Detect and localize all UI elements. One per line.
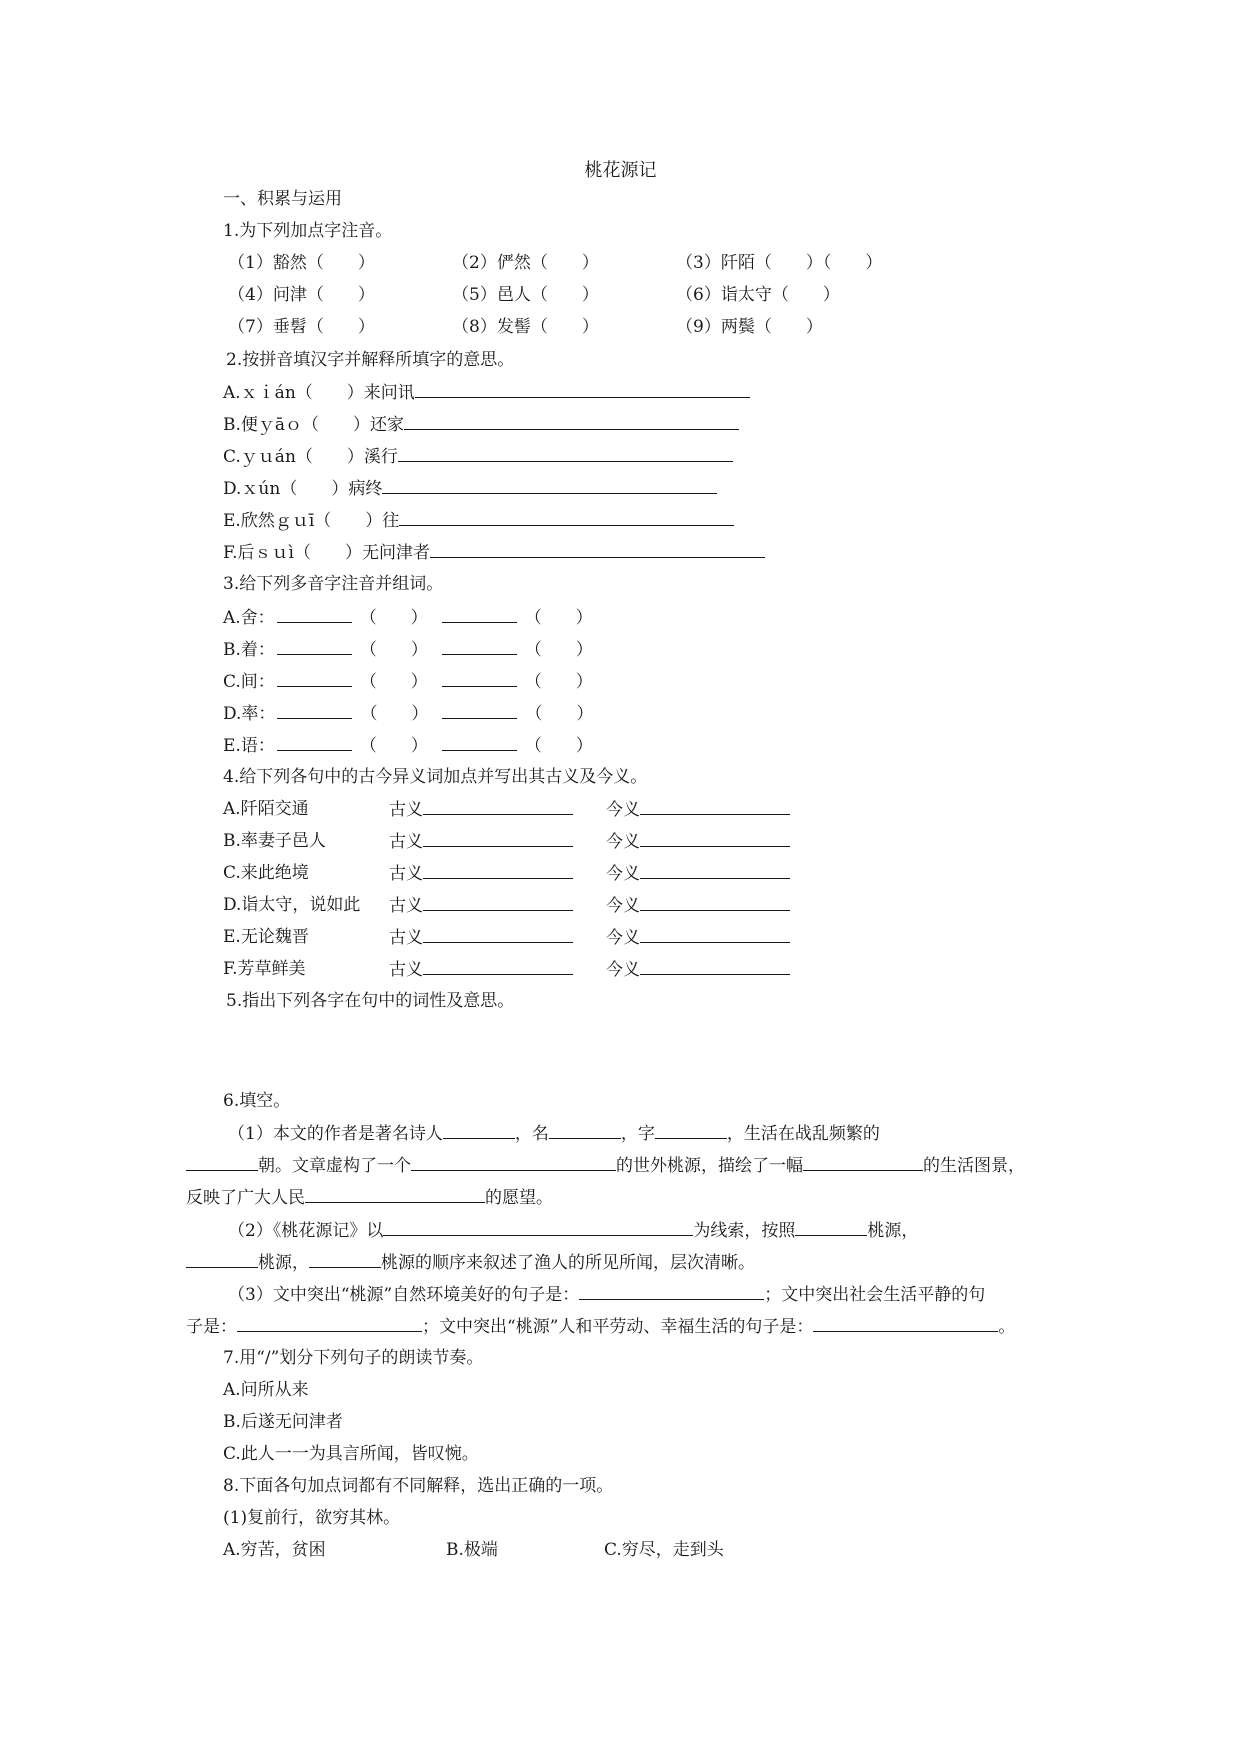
q7-item: C.此人一一为具言所闻，皆叹惋。 <box>223 1444 479 1464</box>
answer-blank[interactable] <box>404 413 739 430</box>
answer-blank[interactable] <box>442 734 517 751</box>
q4-item: A.阡陌交通 <box>223 799 309 819</box>
page-title: 桃花源记 <box>584 160 657 181</box>
question-1-title: 1.为下列加点字注音。 <box>223 221 393 241</box>
q4-jin-label: 今义 <box>606 832 640 852</box>
answer-blank[interactable] <box>383 1219 693 1236</box>
q4-gu-label: 古义 <box>389 896 423 916</box>
answer-blank[interactable] <box>549 1122 621 1139</box>
q6-line <box>228 1283 985 1306</box>
q4-jin <box>606 926 790 949</box>
q4-gu <box>389 798 573 821</box>
answer-blank[interactable] <box>442 702 517 719</box>
q4-item: F.芳草鲜美 <box>223 959 306 979</box>
q4-gu-label: 古义 <box>389 832 423 852</box>
answer-blank[interactable] <box>813 1315 998 1332</box>
q1-item: （8）发髻（ ） <box>452 317 599 337</box>
answer-blank[interactable] <box>579 1283 764 1300</box>
q8-option[interactable]: B.极端 <box>446 1540 498 1560</box>
q3-paren: （ ） <box>524 736 593 756</box>
q2-item-text: F.后ｓｕì（ ）无问津者 <box>223 543 430 563</box>
answer-blank[interactable] <box>803 1154 923 1171</box>
q4-item: D.诣太守，说如此 <box>223 895 361 915</box>
q3-item <box>223 638 593 661</box>
answer-blank[interactable] <box>442 606 517 623</box>
q4-jin <box>606 862 790 885</box>
answer-blank[interactable] <box>640 894 790 911</box>
q2-item <box>223 477 717 500</box>
answer-blank[interactable] <box>277 702 352 719</box>
q4-jin <box>606 830 790 853</box>
answer-blank[interactable] <box>423 862 573 879</box>
q2-item-text: E.欣然ｇｕī（ ）往 <box>223 511 400 531</box>
answer-blank[interactable] <box>411 1154 616 1171</box>
answer-blank[interactable] <box>309 1251 381 1268</box>
q6-text: 桃源的顺序来叙述了渔人的所见所闻，层次清晰。 <box>381 1253 755 1273</box>
answer-blank[interactable] <box>442 638 517 655</box>
q6-text: ，名 <box>514 1124 549 1144</box>
answer-blank[interactable] <box>640 798 790 815</box>
section-heading: 一、积累与运用 <box>223 189 342 209</box>
q6-line <box>228 1122 880 1145</box>
q6-text: ，生活在战乱频繁的 <box>726 1124 880 1144</box>
q3-paren: （ ） <box>359 672 428 692</box>
q6-text: 为线索，按照 <box>693 1221 796 1241</box>
q1-item: （7）垂髫（ ） <box>228 317 375 337</box>
question-6-title: 6.填空。 <box>223 1091 291 1111</box>
q4-gu <box>389 830 573 853</box>
q4-gu <box>389 894 573 917</box>
q4-gu-label: 古义 <box>389 800 423 820</box>
q3-item <box>223 606 593 629</box>
q4-jin-label: 今义 <box>606 896 640 916</box>
q6-text: 的愿望。 <box>485 1188 553 1208</box>
answer-blank[interactable] <box>640 926 790 943</box>
answer-blank[interactable] <box>398 445 733 462</box>
q2-item <box>223 413 739 436</box>
answer-blank[interactable] <box>442 670 517 687</box>
q3-item <box>223 702 593 725</box>
q3-paren: （ ） <box>360 704 429 724</box>
answer-blank[interactable] <box>655 1122 727 1139</box>
q6-text: ，字 <box>620 1124 655 1144</box>
answer-blank[interactable] <box>186 1251 258 1268</box>
q6-text: 桃源， <box>258 1253 309 1273</box>
q6-text: （1）本文的作者是著名诗人 <box>228 1124 443 1144</box>
answer-blank[interactable] <box>640 830 790 847</box>
q6-text: 朝。文章虚构了一个 <box>258 1156 411 1176</box>
q6-text: （2）《桃花源记》以 <box>228 1221 384 1241</box>
q6-text: 。 <box>998 1317 1016 1337</box>
answer-blank[interactable] <box>423 894 573 911</box>
q3-item <box>223 670 593 693</box>
q3-paren: （ ） <box>525 704 594 724</box>
q3-item-label: C.间： <box>223 672 275 692</box>
answer-blank[interactable] <box>423 926 573 943</box>
q3-paren: （ ） <box>359 736 428 756</box>
answer-blank[interactable] <box>399 509 734 526</box>
answer-blank[interactable] <box>640 862 790 879</box>
q6-text: ；文中突出社会生活平静的句 <box>764 1285 986 1305</box>
answer-blank[interactable] <box>795 1219 867 1236</box>
answer-blank[interactable] <box>423 798 573 815</box>
answer-blank[interactable] <box>430 541 765 558</box>
q2-item-text: C.ｙｕán（ ）溪行 <box>223 447 398 467</box>
q2-item <box>223 541 765 564</box>
q4-gu-label: 古义 <box>389 960 423 980</box>
q1-item: （6）诣太守（ ） <box>676 285 840 305</box>
question-3-title: 3.给下列多音字注音并组词。 <box>223 574 444 594</box>
q3-item-label: E.语： <box>223 736 275 756</box>
answer-blank[interactable] <box>277 670 352 687</box>
q6-text: 桃源， <box>867 1221 919 1241</box>
q6-text: ；文中突出“桃源”人和平劳动、幸福生活的句子是： <box>422 1317 814 1337</box>
q4-gu <box>389 926 573 949</box>
q4-item: E.无论魏晋 <box>223 927 309 947</box>
q1-item: （4）问津（ ） <box>228 285 375 305</box>
answer-blank[interactable] <box>277 606 352 623</box>
answer-blank[interactable] <box>237 1315 422 1332</box>
q3-item-label: B.着： <box>223 640 275 660</box>
q8-option[interactable]: A.穷苦，贫困 <box>223 1540 326 1560</box>
answer-blank[interactable] <box>423 830 573 847</box>
q3-item-label: D.率： <box>223 704 276 724</box>
question-2-title: 2.按拼音填汉字并解释所填字的意思。 <box>226 350 515 370</box>
q4-jin-label: 今义 <box>606 864 640 884</box>
q6-line <box>228 1219 918 1242</box>
q3-paren: （ ） <box>524 640 593 660</box>
q6-text: 子是： <box>186 1317 237 1337</box>
q2-item <box>223 381 750 404</box>
q3-item-label: A.舍： <box>223 608 275 628</box>
answer-blank[interactable] <box>305 1186 485 1203</box>
q6-text: 的生活图景， <box>923 1156 1025 1176</box>
question-4-title: 4.给下列各句中的古今异义词加点并写出其古义及今义。 <box>223 767 648 787</box>
q8-sub-question: (1)复前行，欲穷其林。 <box>223 1508 401 1528</box>
q3-paren: （ ） <box>524 672 593 692</box>
answer-blank[interactable] <box>277 734 352 751</box>
q7-item: A.问所从来 <box>223 1380 309 1400</box>
question-5-title: 5.指出下列各字在句中的词性及意思。 <box>226 991 515 1011</box>
q6-line <box>186 1154 1025 1177</box>
q4-jin-label: 今义 <box>606 928 640 948</box>
q2-item-text: B.便ｙāｏ（ ）还家 <box>223 415 405 435</box>
answer-blank[interactable] <box>186 1154 258 1171</box>
q3-paren: （ ） <box>359 608 428 628</box>
q8-option[interactable]: C.穷尽，走到头 <box>604 1540 724 1560</box>
q4-item: C.来此绝境 <box>223 863 309 883</box>
q7-item: B.后遂无问津者 <box>223 1412 343 1432</box>
q4-jin-label: 今义 <box>606 960 640 980</box>
answer-blank[interactable] <box>415 381 750 398</box>
answer-blank[interactable] <box>423 958 573 975</box>
q6-text: 的世外桃源，描绘了一幅 <box>616 1156 803 1176</box>
q4-item: B.率妻子邑人 <box>223 831 326 851</box>
question-8-title: 8.下面各句加点词都有不同解释，选出正确的一项。 <box>223 1476 614 1496</box>
q4-gu-label: 古义 <box>389 928 423 948</box>
q1-item: （2）俨然（ ） <box>452 253 599 273</box>
q3-paren: （ ） <box>359 640 428 660</box>
q4-gu <box>389 862 573 885</box>
answer-blank[interactable] <box>443 1122 515 1139</box>
q3-paren: （ ） <box>524 608 593 628</box>
answer-blank[interactable] <box>277 638 352 655</box>
q2-item-text: D.ｘún（ ）病终 <box>223 479 383 499</box>
q6-line <box>186 1251 755 1274</box>
q6-text: （3）文中突出“桃源”自然环境美好的句子是： <box>228 1285 580 1305</box>
answer-blank[interactable] <box>640 958 790 975</box>
q4-jin <box>606 894 790 917</box>
q4-gu-label: 古义 <box>389 864 423 884</box>
q4-jin <box>606 798 790 821</box>
q2-item <box>223 509 734 532</box>
q4-jin <box>606 958 790 981</box>
q4-jin-label: 今义 <box>606 800 640 820</box>
q6-line <box>186 1186 553 1209</box>
q2-item <box>223 445 733 468</box>
q1-item: （1）豁然（ ） <box>228 253 375 273</box>
q1-item: （5）邑人（ ） <box>452 285 599 305</box>
q6-line <box>186 1315 1015 1338</box>
answer-blank[interactable] <box>382 477 717 494</box>
question-7-title: 7.用“/”划分下列句子的朗读节奏。 <box>223 1348 484 1368</box>
q2-item-text: A.ｘｉán（ ）来问讯 <box>223 383 415 403</box>
q6-text: 反映了广大人民 <box>186 1188 305 1208</box>
q1-item: （3）阡陌（ ）（ ） <box>676 253 883 273</box>
q3-item <box>223 734 593 757</box>
q4-gu <box>389 958 573 981</box>
q1-item: （9）两鬓（ ） <box>676 317 823 337</box>
